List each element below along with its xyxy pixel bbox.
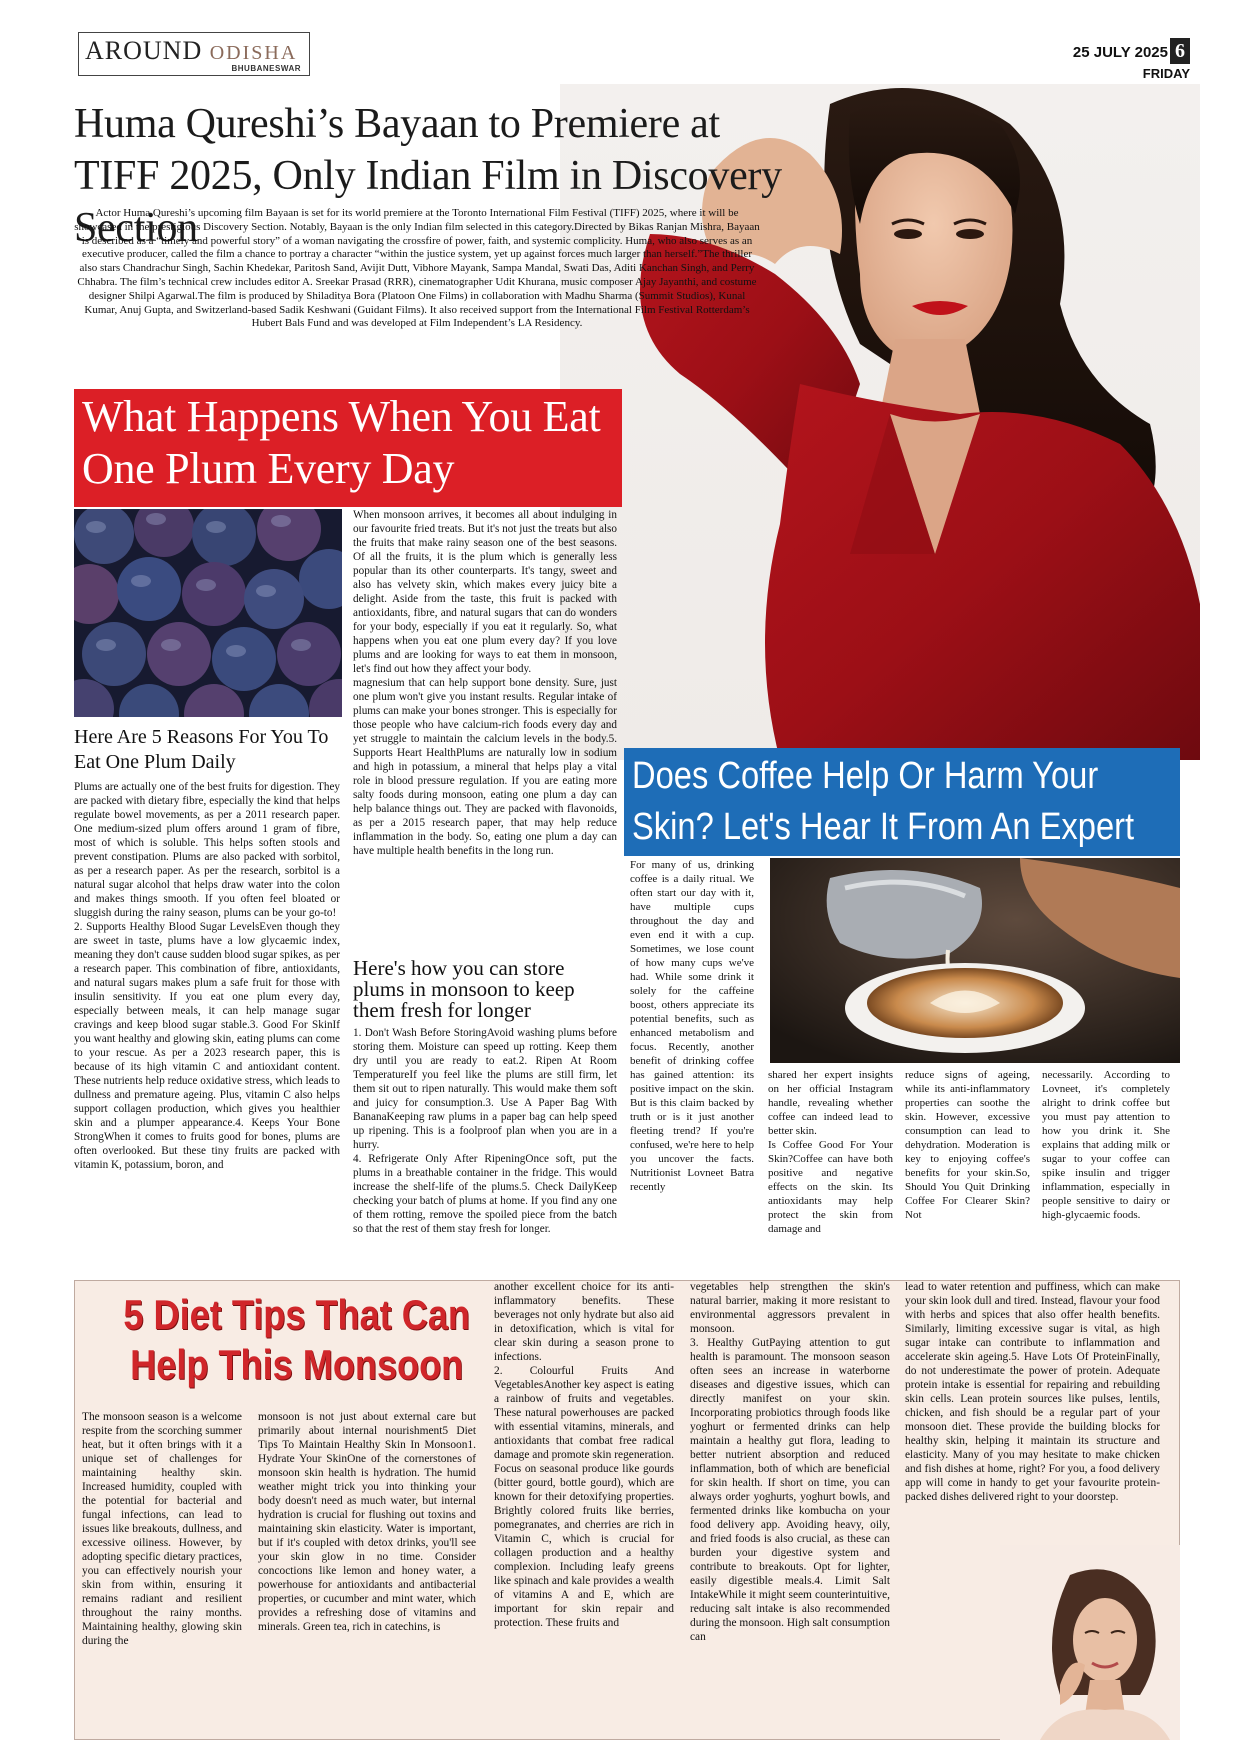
article-body-huma: Actor Huma Qureshi’s upcoming film Bayaan is set for its world premiere at the Toronto International Film Festival (TIFF) 2025, where it will be showcased in the prestigious Discovery Section. Notably, Bayaan is the only Indian film selected in this category.Directed by Bikas Ranjan Mishra, Bayaan is described as a “timely and powerful story” of a woman navigating the crossfire of power, faith, and systemic complicity. Huma, who also serves as an executive producer, called the film a chance to portray a character “within the justice system, yet up against forces much larger than herself.”The thriller also stars Chandrachur Singh, Sachin Khedekar, Paritosh Sand, Avijit Dutt, Vibhore Mayank, Sampa Mandal, Swati Das, Aditi Kanchan Singh, and Perry Chhabra. The film’s technical crew includes editor A. Sreekar Prasad (RRR), cinematographer Udit Khurana, music composer Ajay Jayanthi, and costume designer Shilpi Agarwal.The film is produced by Shiladitya Bora (Platoon One Films) in collaboration with Madhu Sharma (Summit Studios), Kunal Kumar, Anuj Gupta, and Switzerland-based Sadik Keshwani (Guidant Films). It also received support from the International Film Festival Rotterdam’s Hubert Bals Fund and was developed at Film Independent’s LA Residency.	[74, 207, 760, 330]
masthead-accent: ODISHA	[209, 42, 298, 64]
plums-photo	[74, 509, 342, 717]
masthead	[78, 32, 310, 76]
diet-column-2: monsoon is not just about external care but primarily about internal nourishment5 Diet Tips To Maintain Healthy Skin In Monsoon1. Hydrate Your SkinOne of the cornerstones of monsoon skin health is hydration. The humid weather might trick you into thinking your body doesn't need as much water, but internal hydration is crucial for flushing out toxins and maintaining skin elasticity. Water is important, but if it's coupled with detox drinks, you'll see your skin glow in no time. Consider concoctions like lemon and honey water, a powerhouse for antioxidants and antibacterial properties, or cucumber and mint water, which provides a refreshing dose of vitamins and minerals. Green tea, rich in catechins, is	[258, 1411, 476, 1633]
smiling-woman-photo	[1000, 1545, 1180, 1740]
diet-column-5: lead to water retention and puffiness, which can make your skin look dull and tired. Instead, flavour your food with herbs and spices that also offer health benefits. Similarly, limiting excessive sugar is vital, as high sugar intake can contribute to inflammation and accelerate skin ageing.5. Have Lots Of ProteinFinally, do not underestimate the power of protein. Adequate protein intake is essential for repairing and rebuilding skin cells. Lean protein sources like pulses, lentils, chicken, and fish should be a regular part of your monsoon diet. These provide the building blocks for healthy skin, helping it maintain its structure and elasticity. Many of you may hesitate to make chicken and fish dishes at home, right? For you, a food delivery app will come in handy to get your favourite protein-packed dishes delivered right to your doorstep.	[905, 1281, 1160, 1503]
plum-article-title: What Happens When You Eat One Plum Every Day	[82, 392, 601, 493]
article-title-huma: Huma Qureshi’s Bayaan to Premiere at TIFF 2025, Only Indian Film in Discovery Section	[74, 101, 782, 251]
plum-column-2-storage: 1. Don't Wash Before StoringAvoid washing plums before storing them. Moisture can speed up rotting. Keep them dry until you are ready to eat.2. Ripen At Room TemperatureIf you feel like the plums are still firm, let them sit out to ripen naturally. This would make them soft and juicy for consumption.3. Use A Paper Bag With BananaKeeping raw plums in a paper bag can help speed up ripening. This is a foolproof plan when you are in a hurry. 4. Refrigerate Only After RipeningOnce soft, put the plums in a breathable container in the fridge. This would increase the shelf-life of the plums.5. Check DailyKeep checking your batch of plums at home. If you find any one of them rotting, remove the spoiled piece from the batch so that the rest of them stay fresh for longer.	[353, 1027, 617, 1235]
coffee-column-4: necessarily. According to Lovneet, it's completely alright to drink coffee but you must pay attention to how you drink it. She explains that adding milk or sugar to your coffee can spike insulin and trigger inflammation, especially in people sensitive to dairy or high-glycaemic foods.	[1042, 1069, 1170, 1221]
page-number: 6	[1170, 38, 1190, 64]
coffee-article-title: Does Coffee Help Or Harm Your Skin? Let's Hear It From An Expert	[632, 755, 1135, 848]
masthead-name	[85, 36, 297, 66]
masthead-city: BHUBANESWAR	[231, 64, 301, 73]
issue-date: 25 JULY 2025	[1072, 44, 1168, 61]
masthead-main: AROUND	[85, 36, 203, 65]
plum-storage-heading: Here's how you can store plums in monsoon to keep them fresh for longer	[353, 956, 575, 1022]
diet-column-4: vegetables help strengthen the skin's natural barrier, making it more resistant to environmental aggressors prevalent in monsoon. 3. Healthy GutPaying attention to gut health is paramount. The monsoon season often sees an increase in waterborne diseases and digestive issues, which can directly manifest on your skin. Incorporating probiotics through foods like yoghurt or fermented drinks can help maintain a healthy gut flora, leading to better nutrient absorption and reduced inflammation, both of which are beneficial for skin health. If short on time, you can always order yoghurts, yoghurt bowls, and fermented drinks like kombucha on your food delivery app. Avoiding heavy, oily, and fried foods is also crucial, as these can burden your digestive system and contribute to breakouts. Opt for lighter, easily digestible meals.4. Limit Salt IntakeWhile it might seem counterintuitive, reducing salt intake is also recommended during the monsoon. High salt consumption can	[690, 1281, 890, 1643]
issue-day: FRIDAY	[1142, 66, 1190, 81]
diet-column-3: another excellent choice for its anti-inflammatory benefits. These beverages not only hydrate but also aid in detoxification, which is vital for clear skin during a season prone to infections. 2. Colourful Fruits And VegetablesAnother key aspect is eating a rainbow of fruits and vegetables. These natural powerhouses are packed with essential vitamins, minerals, and antioxidants that combat free radical damage and promote skin regeneration. Focus on seasonal produce like gourds (bitter gourd, bottle gourd), which are known for their detoxifying properties. Brightly colored fruits like berries, pomegranates, and cherries are rich in Vitamin C, which is crucial for collagen production and a healthy complexion. Including leafy greens like spinach and kale provides a wealth of vitamins A and E, which are important for skin repair and protection. These fruits and	[494, 1281, 674, 1629]
coffee-pour-photo	[770, 858, 1180, 1063]
coffee-column-1: For many of us, drinking coffee is a daily ritual. We often start our day with it, have multiple cups throughout the day and even end it with a cup. Sometimes, we lose count of how many cups we've had. While some drink it solely for the caffeine boost, others appreciate its potential benefits, such as enhanced metabolism and focus. Recently, another benefit of drinking coffee has gained attention: its positive impact on the skin. But is this claim backed by truth or is it just another fleeting trend? If you're confused, we're here to help you uncover the facts. Nutritionist Lovneet Batra recently	[630, 859, 754, 1193]
plum-subheading: Here Are 5 Reasons For You To Eat One Plum Daily	[74, 726, 329, 773]
coffee-column-2: shared her expert insights on her official Instagram handle, revealing whether coffee can indeed lead to better skin. Is Coffee Good For Your Skin?Coffee can have both positive and negative effects on the skin. Its antioxidants may help protect the skin from damage and	[768, 1069, 893, 1235]
plum-column-1: Plums are actually one of the best fruits for digestion. They are packed with dietary fibre, especially the kind that helps regulate bowel movements, as per a 2011 research paper. One medium-sized plum offers around 1 gram of fibre, most of which is soluble. This helps soften stools and prevent constipation. Plums are also packed with sorbitol, as per a research paper. As per the research, sorbitol is a natural sugar alcohol that helps draw water into the colon and makes things smooth. If you often feel bloated or sluggish during the rainy season, plums can be your go-to! 2. Supports Healthy Blood Sugar LevelsEven though they are sweet in taste, plums have a low glycaemic index, meaning they don't cause sudden blood sugar spikes, as per a research paper. This combination of fibre, antioxidants, and natural sugars makes plum a safe fruit for those with insulin sensitivity. If you eat one plum every day, especially between meals, it can help manage sugar cravings and keep blood sugar stable.3. Good For SkinIf you want healthy and glowing skin, eating plums can come to your rescue. As per a 2023 research paper, this is because of its high vitamin C and antioxidant content. These nutrients help reduce oxidative stress, which leads to dullness and premature ageing. Plus, vitamin C also helps support collagen production, which gives you healthier skin and a plumper appearance.4. Keeps Your Bone StrongWhen it comes to fruits good for bones, plums are often overlooked. But these tiny fruits are packed with vitamin K, potassium, boron, and	[74, 781, 340, 1171]
coffee-column-3: reduce signs of ageing, while its anti-inflammatory properties can soothe the skin. However, excessive consumption can lead to dehydration. Moderation is key to enjoying coffee's benefits for your skin.So, Should You Quit Drinking Coffee For Clearer Skin?Not	[905, 1069, 1030, 1221]
plum-column-2: When monsoon arrives, it becomes all about indulging in our favourite fried treats. But it's not just the treats but also the fruits that make rainy season one of the best seasons. Of all the fruits, it is the plum which is generally less popular than its other counterparts. It's tangy, sweet and also has velvety skin, which makes every juicy bite a delight. Aside from the taste, this fruit is packed with antioxidants, fibre, and natural sugars that can do wonders for your body, especially if you eat it regularly. So, what happens when you eat one plum every day? If you love plums and are looking for ways to eat them in monsoon, let's find out how they affect your body. magnesium that can help support bone density. Sure, just one plum won't give you instant results. Regular intake of plums can make your bones stronger. This is especially for those people who have calcium-rich foods every day and yet struggle to maintain the calcium levels in the body.5. Supports Heart HealthPlums are naturally low in sodium and high in potassium, a mineral that helps play a vital role in blood pressure regulation. If you are eating more salty foods during monsoon, eating one plum a day can help balance things out. They are packed with flavonoids, as per a 2015 research paper, that may help reduce inflammation in the body. So, eating one plum a day can have multiple health benefits in the long run.	[353, 509, 617, 857]
diet-article-title: 5 Diet Tips That Can Help This Monsoon	[123, 1291, 470, 1388]
diet-column-1: The monsoon season is a welcome respite from the scorching summer heat, but it often brings with it a unique set of challenges for maintaining healthy skin. Increased humidity, coupled with the potential for bacterial and fungal infections, can lead to issues like breakouts, dullness, and excessive oiliness. However, by adopting specific dietary practices, you can effectively nourish your skin from within, ensuring it remains radiant and resilient throughout the rainy months. Maintaining healthy, glowing skin during the	[82, 1411, 242, 1647]
